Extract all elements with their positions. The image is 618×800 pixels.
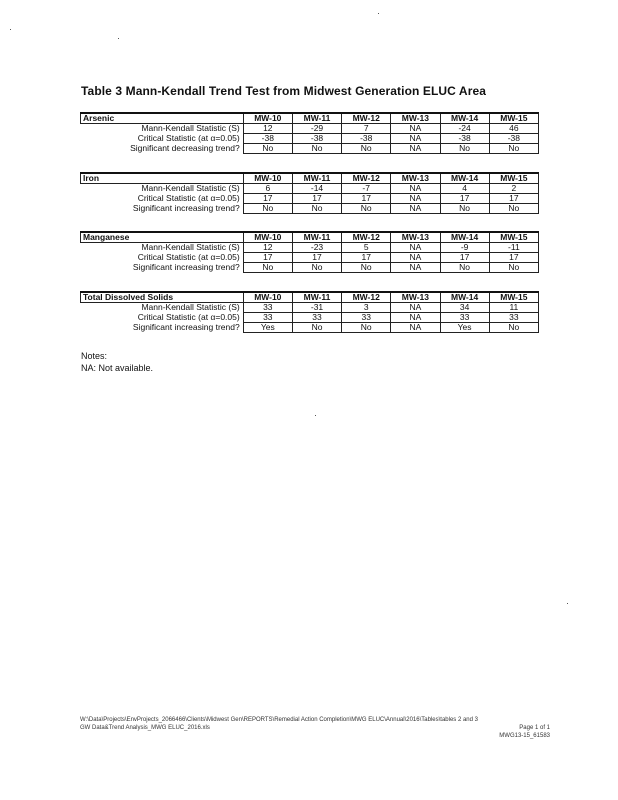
row-label: Significant decreasing trend? [130,143,240,153]
table-cell: -31 [292,303,341,313]
column-header: MW-10 [243,113,292,124]
table-cell: NA [391,194,440,204]
table-cell: NA [391,204,440,214]
table-cell: 17 [292,253,341,263]
table-cell: -11 [489,243,538,253]
section-name: Total Dissolved Solids [81,292,244,303]
table-cell: -38 [489,134,538,144]
table-cell: -38 [440,134,489,144]
table-cell: 2 [489,184,538,194]
table-cell: 33 [292,313,341,323]
scan-speck [118,38,119,39]
column-header: MW-11 [292,232,341,243]
table-cell: 33 [243,303,292,313]
column-header: MW-14 [440,173,489,184]
table-cell: Yes [243,323,292,333]
scan-speck [315,415,316,416]
table-cell: -23 [292,243,341,253]
table-row [81,263,539,273]
table-cell: NA [391,253,440,263]
table-cell: 17 [489,253,538,263]
table-row [81,303,539,313]
table-cell: 17 [243,253,292,263]
section-table-manganese [80,231,539,273]
footer-doc-id: MWG13-15_61583 [499,733,550,739]
table-cell: Yes [440,323,489,333]
column-header: MW-14 [440,232,489,243]
table-cell: No [342,263,391,273]
footer-page: Page 1 of 1 [519,725,550,731]
table-cell: No [489,204,538,214]
table-cell: -29 [292,124,341,134]
section-table-iron [80,172,539,214]
row-label: Mann-Kendall Statistic (S) [141,183,240,194]
table-cell: -38 [342,134,391,144]
table-cell: No [440,204,489,214]
table-row [81,313,539,323]
table-cell: NA [391,124,440,134]
table-row [81,204,539,214]
table-row [81,243,539,253]
table-cell: 17 [489,194,538,204]
column-header: MW-12 [342,173,391,184]
table-cell: -14 [292,184,341,194]
table-cell: NA [391,134,440,144]
table-cell: 4 [440,184,489,194]
table-row [81,194,539,204]
table-cell: 7 [342,124,391,134]
table-cell: NA [391,243,440,253]
table-cell: No [489,144,538,154]
row-label: Mann-Kendall Statistic (S) [141,123,240,134]
table-cell: -24 [440,124,489,134]
scan-speck [567,603,568,604]
table-cell: 5 [342,243,391,253]
table-cell: 33 [489,313,538,323]
table-cell: NA [391,303,440,313]
table-cell: NA [391,263,440,273]
row-label: Mann-Kendall Statistic (S) [141,242,240,253]
column-header: MW-15 [489,232,538,243]
footer-path-line2: GW Data&Trend Analysis_MWG ELUC_2016.xls [80,725,210,731]
table-cell: -9 [440,243,489,253]
column-header: MW-13 [391,113,440,124]
table-cell: No [440,263,489,273]
table-cell: 33 [342,313,391,323]
column-header: MW-12 [342,113,391,124]
table-title: Table 3 Mann-Kendall Trend Test from Midwest Generation ELUC Area [81,84,487,98]
notes-line: NA: Not available. [81,363,154,373]
row-label: Significant increasing trend? [132,322,240,332]
section-name: Manganese [81,232,244,243]
table-row [81,184,539,194]
table-cell: 17 [342,194,391,204]
table-cell: 17 [292,194,341,204]
scan-speck [378,13,379,14]
table-row [81,144,539,154]
table-cell: No [440,144,489,154]
column-header: MW-15 [489,113,538,124]
column-header: MW-11 [292,292,341,303]
table-cell: No [292,204,341,214]
table-cell: No [243,144,292,154]
table-cell: No [292,323,341,333]
table-cell: 12 [243,243,292,253]
column-header: MW-10 [243,292,292,303]
table-cell: 12 [243,124,292,134]
column-header: MW-13 [391,292,440,303]
table-cell: 17 [440,194,489,204]
column-header: MW-12 [342,232,391,243]
column-header: MW-14 [440,292,489,303]
column-header: MW-11 [292,173,341,184]
table-row [81,323,539,333]
row-label: Critical Statistic (at α=0.05) [137,133,240,143]
row-label: Mann-Kendall Statistic (S) [141,302,240,313]
table-cell: NA [391,184,440,194]
column-header: MW-14 [440,113,489,124]
table-cell: No [342,323,391,333]
footer-path-line1: W:\Data\Projects\EnvProjects_2066466\Clients\Midwest Gen\REPORTS\Remedial Action Completion\MWG ELUC\Annual\2016\Tables\tables 2 and 3 [80,717,478,723]
section-name: Iron [81,173,244,184]
column-header: MW-13 [391,173,440,184]
table-cell: 46 [489,124,538,134]
table-cell: No [243,204,292,214]
table-cell: 17 [243,194,292,204]
row-label: Critical Statistic (at α=0.05) [137,312,240,322]
notes-block [81,350,153,374]
table-cell: 33 [440,313,489,323]
column-header: MW-12 [342,292,391,303]
table-cell: No [489,263,538,273]
table-cell: No [342,144,391,154]
table-cell: No [292,263,341,273]
column-header: MW-10 [243,173,292,184]
table-cell: 6 [243,184,292,194]
table-cell: 17 [440,253,489,263]
table-cell: No [292,144,341,154]
table-cell: No [489,323,538,333]
notes-heading: Notes: [81,351,108,361]
table-cell: 17 [342,253,391,263]
table-cell: NA [391,323,440,333]
row-label: Significant increasing trend? [132,262,240,272]
table-cell: -38 [243,134,292,144]
table-cell: -38 [292,134,341,144]
row-label: Critical Statistic (at α=0.05) [137,252,240,262]
table-row [81,134,539,144]
section-table-arsenic [80,112,539,154]
section-table-total-dissolved-solids [80,291,539,333]
row-label: Critical Statistic (at α=0.05) [137,193,240,203]
column-header: MW-15 [489,292,538,303]
scan-speck [10,29,11,30]
table-cell: -7 [342,184,391,194]
row-label: Significant increasing trend? [132,203,240,213]
column-header: MW-11 [292,113,341,124]
table-cell: 33 [243,313,292,323]
table-row [81,253,539,263]
table-cell: No [342,204,391,214]
table-row [81,124,539,134]
footer [80,716,550,740]
table-cell: 34 [440,303,489,313]
table-cell: 11 [489,303,538,313]
table-cell: NA [391,144,440,154]
table-cell: No [243,263,292,273]
column-header: MW-13 [391,232,440,243]
section-name: Arsenic [81,113,244,124]
column-header: MW-15 [489,173,538,184]
table-cell: 3 [342,303,391,313]
column-header: MW-10 [243,232,292,243]
table-cell: NA [391,313,440,323]
